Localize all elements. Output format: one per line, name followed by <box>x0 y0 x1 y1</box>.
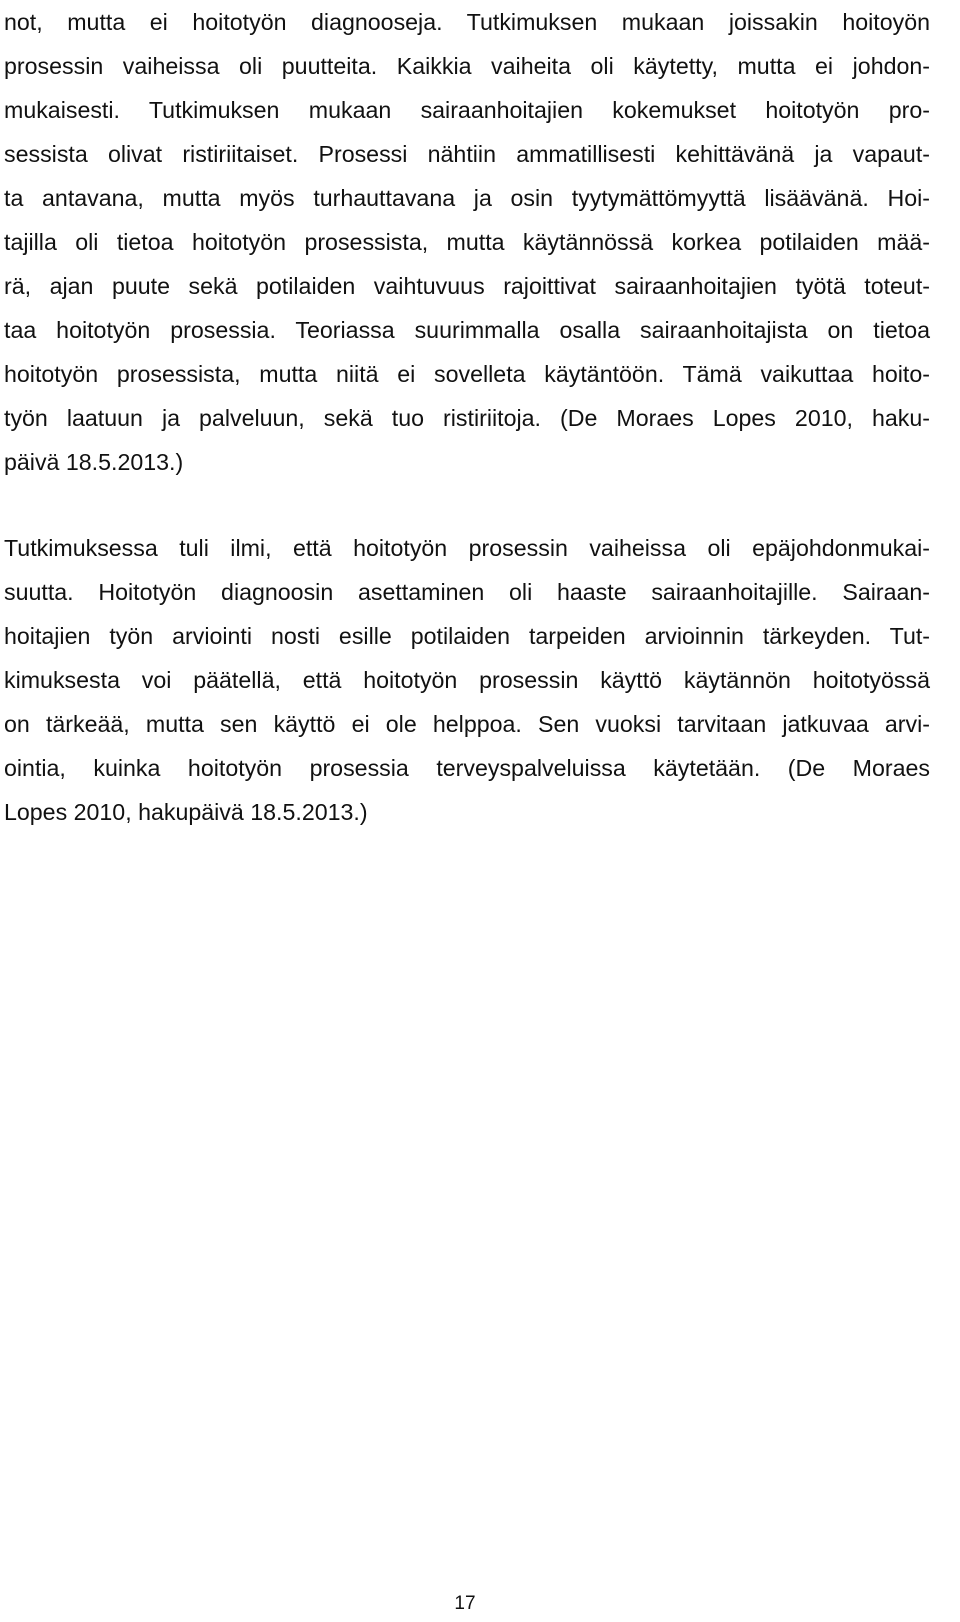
page-number: 17 <box>454 1593 476 1614</box>
paragraph-line: työn laatuun ja palveluun, sekä tuo ristiriitoja. (De Moraes Lopes 2010, haku- <box>4 405 930 431</box>
paragraph-2 <box>4 526 930 834</box>
paragraph-1 <box>4 0 930 484</box>
paragraph-line: hoitajien työn arviointi nosti esille potilaiden tarpeiden arvioinnin tärkeyden. Tut- <box>4 623 930 649</box>
paragraph-line: on tärkeää, mutta sen käyttö ei ole helppoa. Sen vuoksi tarvitaan jatkuvaa arvi- <box>4 711 930 737</box>
paragraph-line: kimuksesta voi päätellä, että hoitotyön prosessin käyttö käytännön hoitotyössä <box>4 667 930 693</box>
paragraph-line: sessista olivat ristiriitaiset. Prosessi nähtiin ammatillisesti kehittävänä ja vapaut- <box>4 141 930 167</box>
paragraph-line: tajilla oli tietoa hoitotyön prosessista, mutta käytännössä korkea potilaiden mää- <box>4 229 930 255</box>
paragraph-line: not, mutta ei hoitotyön diagnooseja. Tutkimuksen mukaan joissakin hoitoyön <box>4 9 930 35</box>
paragraph-line: ointia, kuinka hoitotyön prosessia terveyspalveluissa käytetään. (De Moraes <box>4 755 930 781</box>
paragraph-line: ta antavana, mutta myös turhauttavana ja osin tyytymättömyyttä lisäävänä. Hoi- <box>4 185 930 211</box>
paragraph-line: suutta. Hoitotyön diagnoosin asettaminen oli haaste sairaanhoitajille. Sairaan- <box>4 579 930 605</box>
paragraph-line: Tutkimuksessa tuli ilmi, että hoitotyön prosessin vaiheissa oli epäjohdonmukai- <box>4 535 930 561</box>
paragraph-line: rä, ajan puute sekä potilaiden vaihtuvuus rajoittivat sairaanhoitajien työtä toteut- <box>4 273 930 299</box>
paragraph-line: mukaisesti. Tutkimuksen mukaan sairaanhoitajien kokemukset hoitotyön pro- <box>4 97 930 123</box>
paragraph-line: Lopes 2010, hakupäivä 18.5.2013.) <box>4 799 368 825</box>
paragraph-line: taa hoitotyön prosessia. Teoriassa suurimmalla osalla sairaanhoitajista on tietoa <box>4 317 930 343</box>
paragraph-line: prosessin vaiheissa oli puutteita. Kaikkia vaiheita oli käytetty, mutta ei johdon- <box>4 53 930 79</box>
paragraph-line: päivä 18.5.2013.) <box>4 449 184 475</box>
paragraph-line: hoitotyön prosessista, mutta niitä ei sovelleta käytäntöön. Tämä vaikuttaa hoito- <box>4 361 930 387</box>
